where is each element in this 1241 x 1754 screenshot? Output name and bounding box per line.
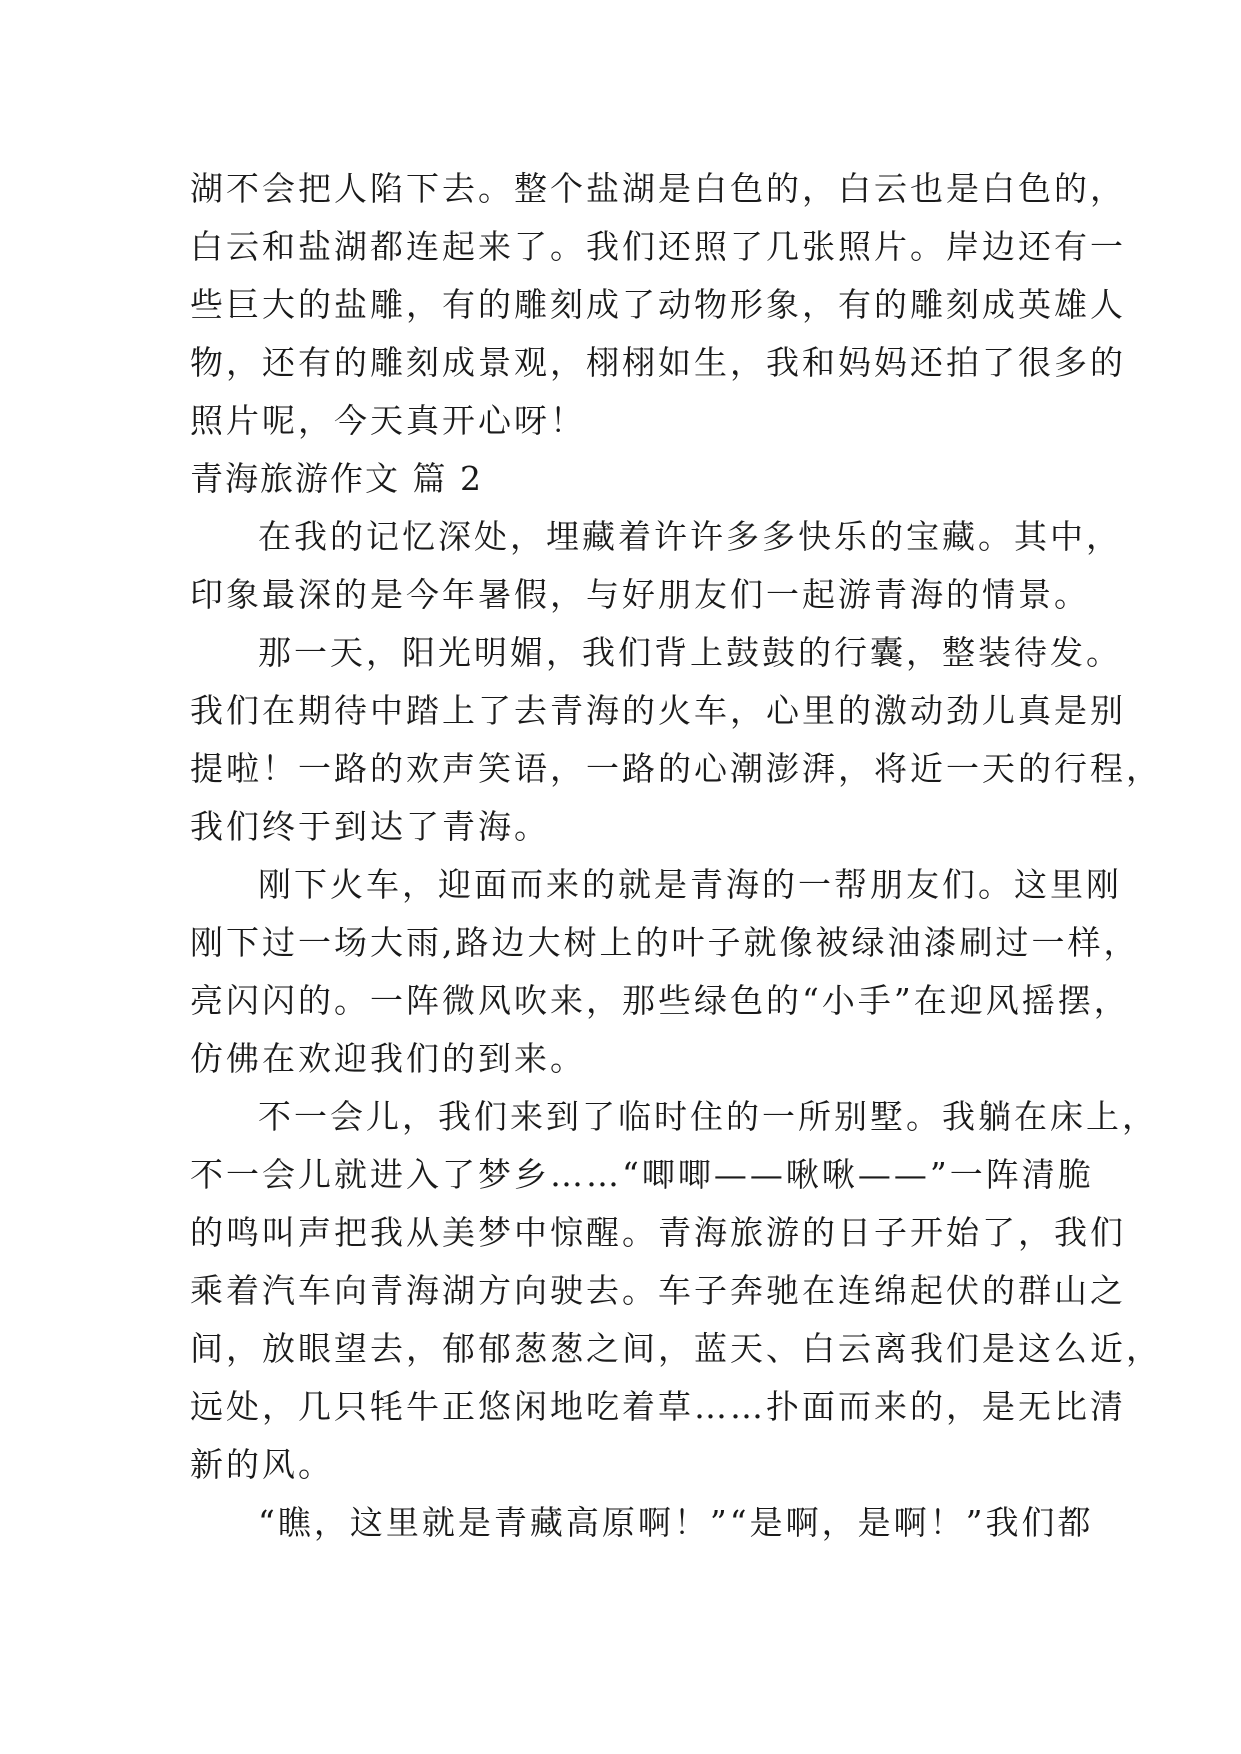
text-line: 物，还有的雕刻成景观，栩栩如生，我和妈妈还拍了很多的 — [190, 343, 1126, 382]
paragraph-first-line: 不一会儿，我们来到了临时住的一所别墅。我躺在床上， — [258, 1097, 1158, 1136]
text-line: 间，放眼望去，郁郁葱葱之间，蓝天、白云离我们是这么近， — [190, 1329, 1162, 1368]
text-line: 远处，几只牦牛正悠闲地吃着草……扑面而来的，是无比清 — [190, 1387, 1126, 1426]
paragraph-first-line: 在我的记忆深处，埋藏着许许多多快乐的宝藏。其中， — [258, 517, 1122, 556]
text-line: 不一会儿就进入了梦乡……“唧唧——啾啾——”一阵清脆 — [190, 1155, 1094, 1194]
document-body — [190, 160, 1162, 1552]
paragraph-first-line: “瞧，这里就是青藏高原啊！”“是啊，是啊！”我们都 — [258, 1503, 1094, 1542]
text-line: 提啦！一路的欢声笑语，一路的心潮澎湃，将近一天的行程， — [190, 749, 1162, 788]
text-line: 湖不会把人陷下去。整个盐湖是白色的，白云也是白色的， — [190, 169, 1126, 208]
text-line: 新的风。 — [190, 1445, 334, 1484]
text-line: 白云和盐湖都连起来了。我们还照了几张照片。岸边还有一 — [190, 227, 1126, 266]
section-heading: 青海旅游作文 篇 2 — [190, 459, 483, 498]
text-line: 亮闪闪的。一阵微风吹来，那些绿色的“小手”在迎风摇摆， — [190, 981, 1130, 1020]
text-line: 我们终于到达了青海。 — [190, 807, 550, 846]
paragraph-first-line: 刚下火车，迎面而来的就是青海的一帮朋友们。这里刚 — [258, 865, 1122, 904]
paragraph-first-line: 那一天，阳光明媚，我们背上鼓鼓的行囊，整装待发。 — [258, 633, 1122, 672]
text-line: 乘着汽车向青海湖方向驶去。车子奔驰在连绵起伏的群山之 — [190, 1271, 1126, 1310]
text-line: 刚下过一场大雨,路边大树上的叶子就像被绿油漆刷过一样， — [190, 923, 1140, 962]
text-line: 的鸣叫声把我从美梦中惊醒。青海旅游的日子开始了，我们 — [190, 1213, 1126, 1252]
text-line: 照片呢，今天真开心呀！ — [190, 401, 586, 440]
text-line: 我们在期待中踏上了去青海的火车，心里的激动劲儿真是别 — [190, 691, 1126, 730]
text-line: 些巨大的盐雕，有的雕刻成了动物形象，有的雕刻成英雄人 — [190, 285, 1126, 324]
text-line: 仿佛在欢迎我们的到来。 — [190, 1039, 586, 1078]
text-line: 印象最深的是今年暑假，与好朋友们一起游青海的情景。 — [190, 575, 1090, 614]
